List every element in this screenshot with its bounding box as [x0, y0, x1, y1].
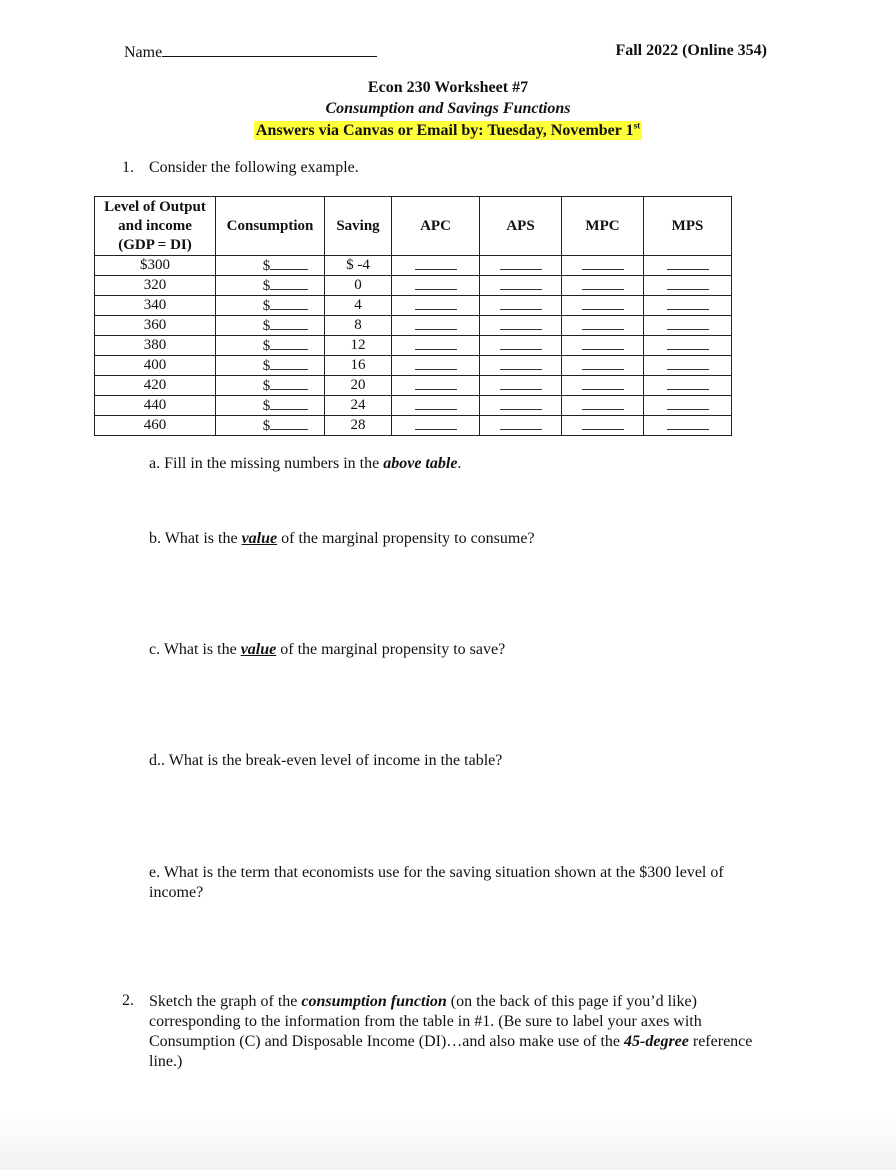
cell-apc[interactable] — [392, 356, 480, 376]
cell-consumption-dollar: $ — [262, 297, 271, 314]
cell-mpc[interactable] — [562, 336, 644, 356]
apc-blank[interactable] — [415, 396, 457, 410]
cell-mpc[interactable] — [562, 356, 644, 376]
apc-blank[interactable] — [415, 376, 457, 390]
header-mps: MPS — [644, 197, 732, 256]
aps-blank[interactable] — [500, 396, 542, 410]
mpc-blank[interactable] — [582, 356, 624, 370]
cell-apc[interactable] — [392, 296, 480, 316]
header-aps: APS — [480, 197, 562, 256]
mps-blank[interactable] — [667, 416, 709, 430]
mps-blank[interactable] — [667, 396, 709, 410]
cell-aps[interactable] — [480, 336, 562, 356]
apc-blank[interactable] — [415, 336, 457, 350]
question-1c-text: c. What is the — [149, 641, 241, 658]
cell-consumption-dollar: $ — [262, 257, 271, 274]
cell-mpc[interactable] — [562, 256, 644, 276]
cell-apc[interactable] — [392, 376, 480, 396]
cell-output: $300 — [95, 256, 216, 276]
question-1a-emphasis: above table — [383, 455, 458, 472]
cell-consumption-dollar: $ — [262, 277, 271, 294]
apc-blank[interactable] — [415, 416, 457, 430]
worksheet-title: Econ 230 Worksheet #7 — [367, 79, 529, 96]
question-2-number: 2. — [122, 992, 134, 1009]
page-bottom-shade — [0, 1110, 896, 1170]
cell-consumption[interactable] — [216, 416, 325, 436]
cell-mpc[interactable] — [562, 396, 644, 416]
cell-apc[interactable] — [392, 276, 480, 296]
cell-aps[interactable] — [480, 256, 562, 276]
apc-blank[interactable] — [415, 316, 457, 330]
cell-saving: 8 — [325, 316, 392, 336]
mpc-blank[interactable] — [582, 416, 624, 430]
consumption-blank[interactable] — [270, 277, 308, 290]
cell-saving: 0 — [325, 276, 392, 296]
cell-aps[interactable] — [480, 296, 562, 316]
aps-blank[interactable] — [500, 316, 542, 330]
question-1b-suffix: of the marginal propensity to consume? — [277, 530, 535, 547]
table-row — [95, 416, 732, 436]
cell-consumption[interactable] — [216, 256, 325, 276]
cell-mpc[interactable] — [562, 376, 644, 396]
apc-blank[interactable] — [415, 276, 457, 290]
header-output-line1: Level of Output — [104, 198, 206, 215]
table-row — [95, 296, 732, 316]
question-1c-emphasis: value — [240, 641, 277, 658]
consumption-blank[interactable] — [270, 337, 308, 350]
mps-blank[interactable] — [667, 336, 709, 350]
question-2-text-2: (on the back of this page if you’d like) corresponding to the information from the table in #1. (Be sure to label your axes with Consumption (C) and Disposable Income (DI)…and also make use of the — [149, 993, 702, 1050]
consumption-blank[interactable] — [270, 417, 308, 430]
cell-saving: $ -4 — [325, 256, 392, 276]
mps-blank[interactable] — [667, 276, 709, 290]
question-2-emphasis-1: consumption function — [301, 993, 447, 1010]
cell-saving: 12 — [325, 336, 392, 356]
cell-consumption[interactable] — [216, 316, 325, 336]
cell-output: 420 — [95, 376, 216, 396]
table-row — [95, 336, 732, 356]
cell-consumption[interactable] — [216, 336, 325, 356]
question-1b-emphasis: value — [241, 530, 278, 547]
question-1a-suffix: . — [457, 455, 462, 472]
cell-apc[interactable] — [392, 416, 480, 436]
mps-blank[interactable] — [667, 376, 709, 390]
cell-output: 340 — [95, 296, 216, 316]
aps-blank[interactable] — [500, 336, 542, 350]
question-2-text-1: Sketch the graph of the — [149, 993, 302, 1010]
cell-aps[interactable] — [480, 356, 562, 376]
mpc-blank[interactable] — [582, 256, 624, 270]
consumption-blank[interactable] — [270, 297, 308, 310]
mpc-blank[interactable] — [582, 296, 624, 310]
cell-mps[interactable] — [644, 396, 732, 416]
consumption-blank[interactable] — [270, 257, 308, 270]
cell-mpc[interactable] — [562, 276, 644, 296]
cell-mps[interactable] — [644, 276, 732, 296]
cell-consumption-dollar: $ — [262, 337, 271, 354]
deadline-highlight — [254, 121, 642, 140]
consumption-blank[interactable] — [270, 317, 308, 330]
cell-aps[interactable] — [480, 416, 562, 436]
cell-mps[interactable] — [644, 296, 732, 316]
cell-mps[interactable] — [644, 336, 732, 356]
mps-blank[interactable] — [667, 356, 709, 370]
table-row — [95, 256, 732, 276]
question-2-text-3: reference line.) — [149, 1033, 753, 1070]
name-label: Name — [124, 44, 163, 61]
cell-consumption[interactable] — [216, 356, 325, 376]
header-output — [95, 197, 216, 256]
cell-mps[interactable] — [644, 376, 732, 396]
header-output-line2: and income — [118, 217, 192, 234]
question-1 — [122, 159, 359, 177]
aps-blank[interactable] — [500, 296, 542, 310]
aps-blank[interactable] — [500, 376, 542, 390]
header-saving: Saving — [325, 197, 392, 256]
cell-consumption-dollar: $ — [262, 397, 271, 414]
cell-mps[interactable] — [644, 316, 732, 336]
cell-output: 320 — [95, 276, 216, 296]
mpc-blank[interactable] — [582, 336, 624, 350]
question-1b — [149, 530, 535, 548]
cell-mpc[interactable] — [562, 296, 644, 316]
question-1c — [149, 641, 505, 659]
header-mpc: MPC — [562, 197, 644, 256]
aps-blank[interactable] — [500, 416, 542, 430]
table-row — [95, 316, 732, 336]
table-header-row — [95, 197, 732, 256]
header-apc: APC — [392, 197, 480, 256]
apc-blank[interactable] — [415, 356, 457, 370]
header-consumption: Consumption — [216, 197, 325, 256]
cell-mpc[interactable] — [562, 316, 644, 336]
cell-consumption[interactable] — [216, 296, 325, 316]
cell-output: 440 — [95, 396, 216, 416]
cell-consumption-dollar: $ — [262, 377, 271, 394]
cell-saving: 4 — [325, 296, 392, 316]
cell-aps[interactable] — [480, 316, 562, 336]
cell-output: 380 — [95, 336, 216, 356]
name-blank[interactable] — [162, 42, 377, 57]
cell-mps[interactable] — [644, 356, 732, 376]
worksheet-subtitle: Consumption and Savings Functions — [325, 100, 571, 117]
cell-output: 360 — [95, 316, 216, 336]
question-1b-text: b. What is the — [149, 530, 242, 547]
question-1c-suffix: of the marginal propensity to save? — [276, 641, 506, 658]
table-row — [95, 356, 732, 376]
cell-mps[interactable] — [644, 256, 732, 276]
name-field[interactable] — [124, 42, 377, 62]
cell-mps[interactable] — [644, 416, 732, 436]
question-1d: d.. What is the break-even level of income in the table? — [149, 752, 503, 769]
table-row — [95, 396, 732, 416]
consumption-blank[interactable] — [270, 357, 308, 370]
consumption-blank[interactable] — [270, 377, 308, 390]
cell-saving: 24 — [325, 396, 392, 416]
question-2 — [149, 992, 779, 1072]
consumption-saving-table — [94, 196, 732, 436]
table-row — [95, 276, 732, 296]
aps-blank[interactable] — [500, 256, 542, 270]
table-row — [95, 376, 732, 396]
cell-apc[interactable] — [392, 316, 480, 336]
question-2-emphasis-2: 45-degree — [624, 1033, 689, 1050]
cell-saving: 16 — [325, 356, 392, 376]
cell-output: 460 — [95, 416, 216, 436]
cell-aps[interactable] — [480, 396, 562, 416]
mps-blank[interactable] — [667, 296, 709, 310]
cell-consumption-dollar: $ — [262, 317, 271, 334]
cell-saving: 20 — [325, 376, 392, 396]
header-output-line3: (GDP = DI) — [118, 236, 192, 253]
cell-aps[interactable] — [480, 276, 562, 296]
deadline-notice — [0, 122, 896, 140]
mpc-blank[interactable] — [582, 316, 624, 330]
semester-label: Fall 2022 (Online 354) — [615, 42, 767, 59]
cell-consumption[interactable] — [216, 376, 325, 396]
apc-blank[interactable] — [415, 256, 457, 270]
apc-blank[interactable] — [415, 296, 457, 310]
cell-consumption-dollar: $ — [262, 357, 271, 374]
aps-blank[interactable] — [500, 356, 542, 370]
mps-blank[interactable] — [667, 256, 709, 270]
question-1a-text: a. Fill in the missing numbers in the — [149, 455, 384, 472]
question-1e: e. What is the term that economists use for the saving situation shown at the $300 level of income? — [149, 864, 724, 901]
question-1-number: 1. — [122, 159, 134, 176]
mps-blank[interactable] — [667, 316, 709, 330]
cell-output: 400 — [95, 356, 216, 376]
cell-apc[interactable] — [392, 396, 480, 416]
mpc-blank[interactable] — [582, 376, 624, 390]
deadline-superscript: st — [633, 120, 641, 131]
cell-apc[interactable] — [392, 336, 480, 356]
cell-mpc[interactable] — [562, 416, 644, 436]
question-1-text: Consider the following example. — [149, 159, 359, 176]
cell-consumption[interactable] — [216, 396, 325, 416]
aps-blank[interactable] — [500, 276, 542, 290]
consumption-blank[interactable] — [270, 397, 308, 410]
cell-apc[interactable] — [392, 256, 480, 276]
deadline-text: Answers via Canvas or Email by: Tuesday, November 1 — [255, 122, 634, 139]
mpc-blank[interactable] — [582, 396, 624, 410]
question-1a — [149, 455, 461, 473]
cell-saving: 28 — [325, 416, 392, 436]
cell-aps[interactable] — [480, 376, 562, 396]
cell-consumption-dollar: $ — [262, 417, 271, 434]
mpc-blank[interactable] — [582, 276, 624, 290]
cell-consumption[interactable] — [216, 276, 325, 296]
